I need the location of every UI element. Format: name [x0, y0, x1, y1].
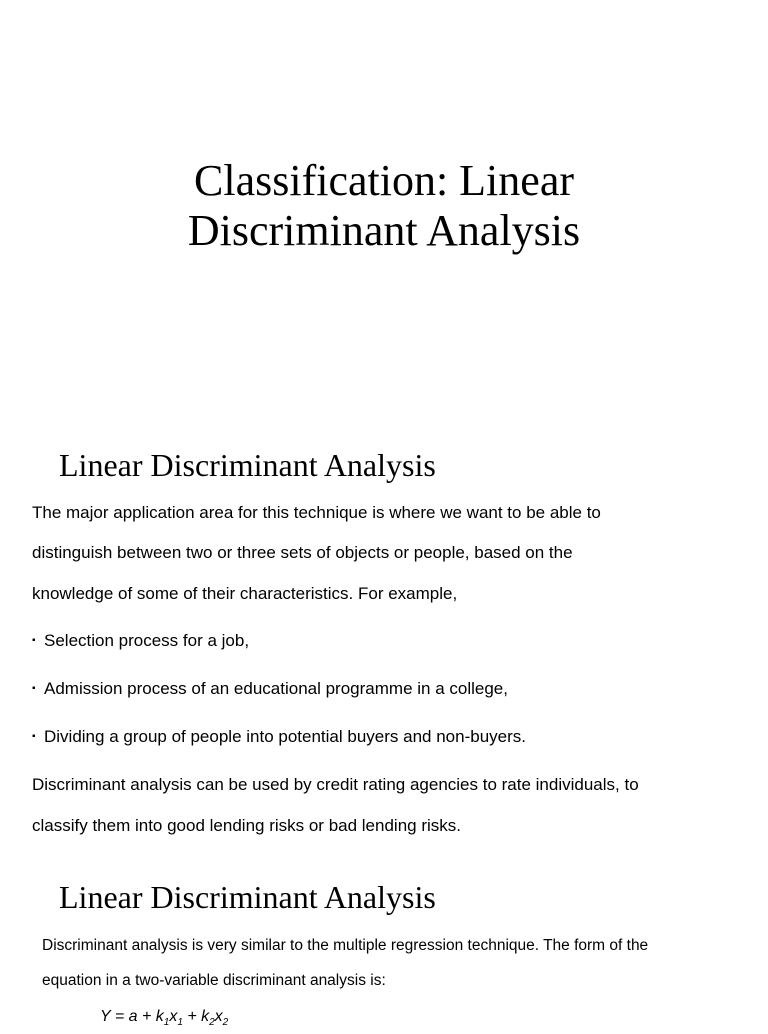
- paragraph-line: The major application area for this technique is where we want to be able to: [32, 503, 601, 522]
- equation-var: x: [214, 1008, 223, 1025]
- equation-sub: 2: [209, 1017, 215, 1029]
- bullet-text: Selection process for a job,: [44, 631, 250, 650]
- bullet-item: [32, 629, 249, 653]
- square-bullet-icon: ▪: [32, 683, 36, 694]
- paragraph-line: Discriminant analysis can be used by credit rating agencies to rate individuals, to: [32, 775, 639, 794]
- lda-intro-slide: [0, 420, 768, 860]
- slide-heading: Linear Discriminant Analysis: [59, 879, 436, 915]
- bullet-text: Admission process of an educational programme in a college,: [44, 679, 508, 698]
- lda-equation-slide: [0, 860, 768, 1029]
- equation-lhs: Y = a + k: [100, 1008, 164, 1025]
- title-line-1: Classification: Linear: [194, 156, 574, 205]
- title-slide: [0, 0, 768, 420]
- equation-sub: 2: [222, 1017, 229, 1029]
- bullet-item: [32, 725, 526, 749]
- bullet-item: [32, 677, 508, 701]
- discriminant-equation: [100, 1006, 228, 1034]
- paragraph-line: knowledge of some of their characteristics. For example,: [32, 584, 458, 603]
- paragraph-line: classify them into good lending risks or bad lending risks.: [32, 816, 461, 835]
- title-line-2: Discriminant Analysis: [187, 206, 581, 255]
- paragraph-line: distinguish between two or three sets of objects or people, based on the: [32, 543, 573, 562]
- square-bullet-icon: ▪: [32, 731, 36, 742]
- paragraph-line: Discriminant analysis is very similar to the multiple regression technique. The form of the: [42, 937, 649, 954]
- paragraph-line: equation in a two-variable discriminant analysis is:: [42, 972, 386, 989]
- square-bullet-icon: ▪: [32, 635, 36, 646]
- slide-heading: Linear Discriminant Analysis: [59, 447, 436, 483]
- equation-sub: 1: [163, 1017, 170, 1029]
- bullet-text: Dividing a group of people into potential buyers and non-buyers.: [44, 727, 526, 746]
- equation-plus: + k: [182, 1008, 210, 1025]
- equation-sub: 1: [177, 1017, 183, 1029]
- equation-var: x: [169, 1008, 178, 1025]
- presentation-title: [0, 156, 768, 256]
